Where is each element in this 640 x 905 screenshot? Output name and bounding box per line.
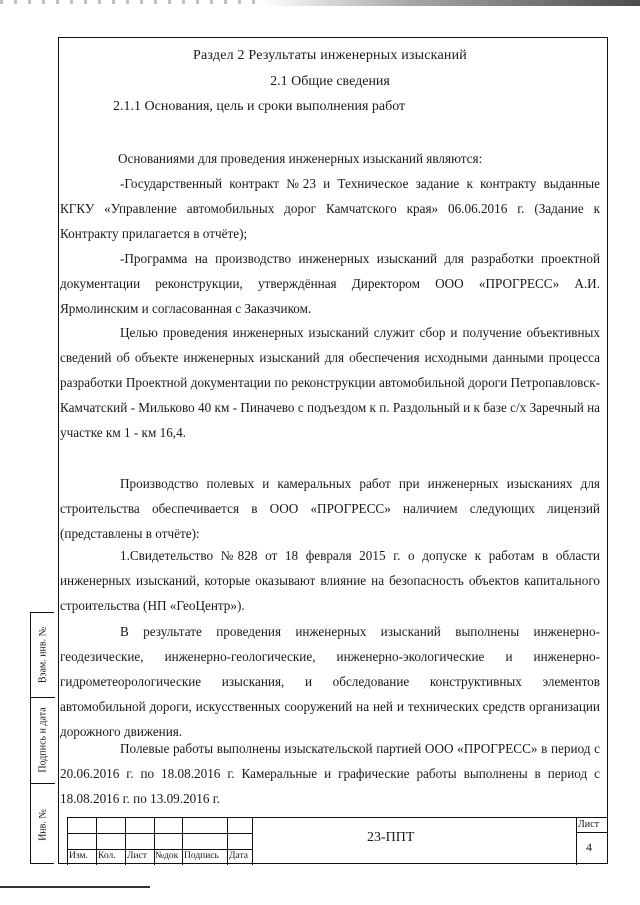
paragraph-purpose: Целью проведения инженерных изысканий служит сбор и получение объективных сведений об объекте инженерных изысканий для обеспечения исходными данными процесса разработки Проектной документации по реконструкции автомобильной дороги Петропавловск-Камчатский - Мильково 40 км - Пиначево с подъездом к п. Раздольный и к базе с/х Заречный на участке км 1 - км 16,4. xyxy=(60,325,600,440)
sheet-label: Лист xyxy=(578,819,599,830)
sheet-number: 4 xyxy=(586,840,592,854)
document-code: 23-ППТ xyxy=(367,830,415,845)
subsection-heading: 2.1 Общие сведения xyxy=(270,74,390,89)
col-ndok: №док xyxy=(155,851,179,861)
bottom-edge-line xyxy=(0,886,150,888)
paragraph-program: -Программа на производство инженерных изысканий для разработки проектной документации реконструкции, утверждённая Директором ООО «ПРОГРЕСС» А.И. Ярмолинским и согласованная с Заказчиком. xyxy=(60,251,600,316)
scan-artifact-line xyxy=(260,0,640,6)
scan-artifact-dots xyxy=(0,0,260,4)
paragraph-licenses: Производство полевых и камеральных работ при инженерных изысканиях для строительства обеспечивается в ООО «ПРОГРЕСС» наличием следующих лицензий (представлены в отчёте): xyxy=(60,476,600,541)
col-date: Дата xyxy=(229,851,248,861)
side-label-inv-number: Инв. № xyxy=(37,809,49,841)
side-stamp xyxy=(30,612,54,864)
col-kol: Кол. xyxy=(98,851,116,861)
paragraph-certificate: 1.Свидетельство №828 от 18 февраля 2015 г. о допуске к работам в области инженерных изысканий, которые оказывают влияние на безопасность объектов капитального строительства (НП «ГеоЦентр»). xyxy=(60,548,600,613)
title-block xyxy=(67,817,608,865)
col-signature: Подпись xyxy=(184,851,219,861)
side-label-replace-inv: Взам. инв. № xyxy=(37,626,49,684)
section-heading: Раздел 2 Результаты инженерных изысканий xyxy=(193,48,467,63)
paragraph-results: В результате проведения инженерных изысканий выполнены инженерно-геодезические, инженерно-геологические, инженерно-экологические и инженерно-гидрометеорологические изыскания, и обследование конструктивных элементов автомобильной дороги, искусственных сооружений на ней и технических средств организации дорожного движения. xyxy=(60,624,600,739)
paragraph-periods: Полевые работы выполнены изыскательской партией ООО «ПРОГРЕСС» в период с 20.06.2016 г. по 18.08.2016 г. Камеральные и графические работы выполнены в период с 18.08.2016 г. по 13.09.2016 г. xyxy=(60,741,600,806)
col-izm: Изм. xyxy=(69,851,88,861)
side-label-signature-date: Подпись и дата xyxy=(37,707,49,773)
col-list: Лист xyxy=(127,851,147,861)
paragraph-title: 2.1.1 Основания, цель и сроки выполнения работ xyxy=(113,99,406,114)
paragraph-contract: -Государственный контракт №23 и Техническое задание к контракту выданные КГКУ «Управление автомобильных дорог Камчатского края» 06.06.2016 г. (Задание к Контракту прилагается в отчёте); xyxy=(60,176,600,241)
intro-line: Основаниями для проведения инженерных изысканий являются: xyxy=(118,151,483,166)
